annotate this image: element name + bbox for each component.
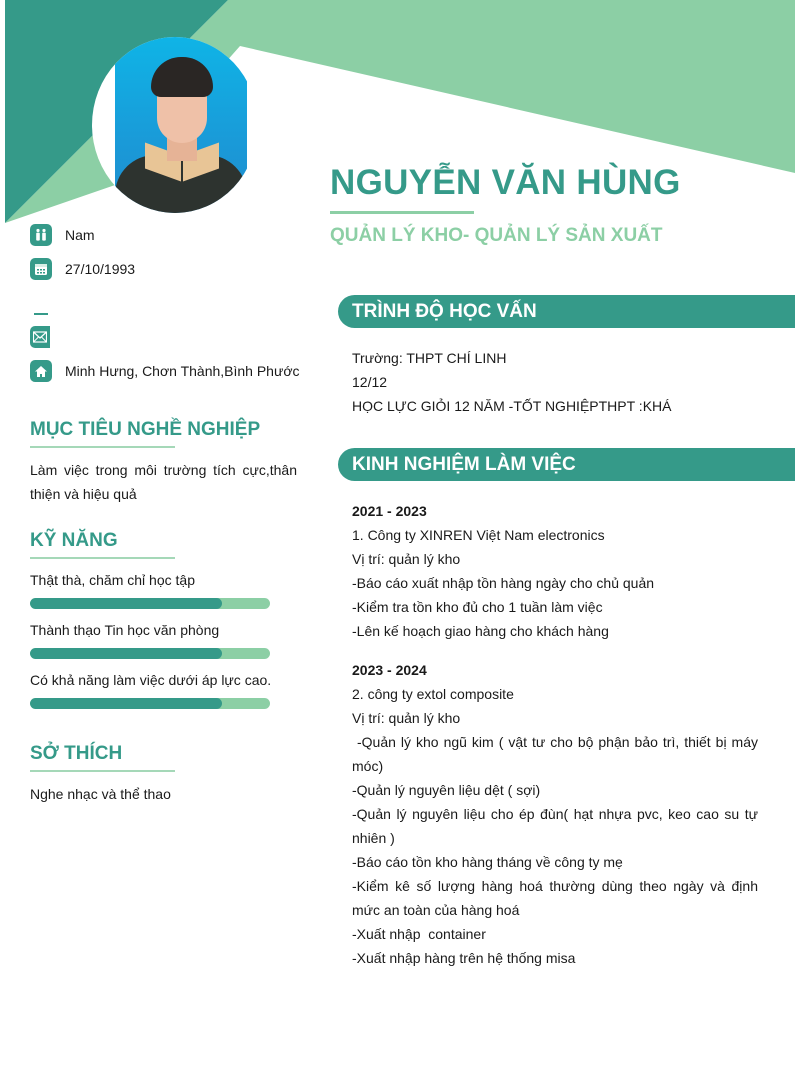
job-company: 1. Công ty XINREN Việt Nam electronics [352,527,605,543]
email-icon [30,326,50,348]
job-duty: -Báo cáo tồn kho hàng tháng về công ty mẹ [352,854,623,870]
gender-icon [30,224,52,246]
skill-progress-fill [30,648,222,659]
hobbies-heading: SỞ THÍCH [30,743,123,764]
candidate-name: NGUYỄN VĂN HÙNG [330,163,681,202]
birthday-value: 27/10/1993 [65,261,136,277]
gender-value: Nam [65,227,95,243]
job-duty: -Lên kế hoạch giao hàng cho khách hàng [352,623,609,639]
objective-divider [30,446,175,448]
job-duty: -Xuất nhập hàng trên hệ thống misa [352,950,576,966]
objective-heading: MỤC TIÊU NGHỀ NGHIỆP [30,419,261,440]
contact-email[interactable] [30,326,63,348]
contact-gender [30,224,95,246]
skills-divider [30,557,175,559]
name-divider [330,211,474,214]
skill-label: Có khả năng làm việc dưới áp lực cao. [30,672,272,688]
skill-label: Thật thà, chăm chỉ học tập [30,572,195,588]
job-duty: -Quản lý nguyên liệu dệt ( sợi) [352,782,541,798]
job-duty: -Kiểm tra tồn kho đủ cho 1 tuần làm việc [352,599,603,615]
calendar-icon [30,258,52,280]
skills-heading: KỸ NĂNG [30,530,118,551]
job-position: Vị trí: quản lý kho [352,710,461,726]
job-duty: -Báo cáo xuất nhập tồn hàng ngày cho chủ quản [352,575,655,591]
education-heading: TRÌNH ĐỘ HỌC VẤN [338,295,795,328]
experience-job [352,658,762,970]
skill-label: Thành thạo Tin học văn phòng [30,622,220,638]
objective-text: Làm việc trong môi trường tích cực,thân thiện và hiệu quả [30,462,297,502]
skill-progress-fill [30,698,222,709]
experience-heading: KINH NGHIỆM LÀM VIỆC [338,448,795,481]
hobbies-text: Nghe nhạc và thể thao [30,786,171,802]
education-grade: 12/12 [352,374,388,390]
job-duty: -Quản lý kho ngũ kim ( vật tư cho bộ phận bảo trì, thiết bị máy móc) [352,734,762,774]
education-school: Trường: THPT CHÍ LINH [352,350,507,366]
skill-progress-bar [30,598,270,609]
job-period: 2023 - 2024 [352,662,427,678]
job-duty: -Xuất nhập container [352,926,486,942]
skill-progress-bar [30,648,270,659]
education-result: HỌC LỰC GIỎI 12 NĂM -TỐT NGHIỆPTHPT :KHÁ [352,398,672,414]
address-value: Minh Hưng, Chơn Thành,Bình Phước [65,363,300,379]
skill-progress-fill [30,598,222,609]
experience-job [352,499,758,643]
contact-birthday [30,258,135,280]
education-content [352,346,758,418]
contact-address [30,360,300,382]
hobbies-divider [30,770,175,772]
skill-progress-bar [30,698,270,709]
home-icon [30,360,52,382]
avatar [92,37,258,213]
job-duty: -Kiểm kê số lượng hàng hoá thường dùng theo ngày và định mức an toàn của hàng hoá [352,878,758,918]
job-position: Vị trí: quản lý kho [352,551,461,567]
job-company: 2. công ty extol composite [352,686,514,702]
job-title: QUẢN LÝ KHO- QUẢN LÝ SẢN XUẤT [330,225,663,246]
phone-icon [34,313,48,315]
profile-photo [115,37,247,213]
job-period: 2021 - 2023 [352,503,427,519]
job-duty: -Quản lý nguyên liệu cho ép đùn( hạt nhựa pvc, keo cao su tự nhiên ) [352,806,758,846]
